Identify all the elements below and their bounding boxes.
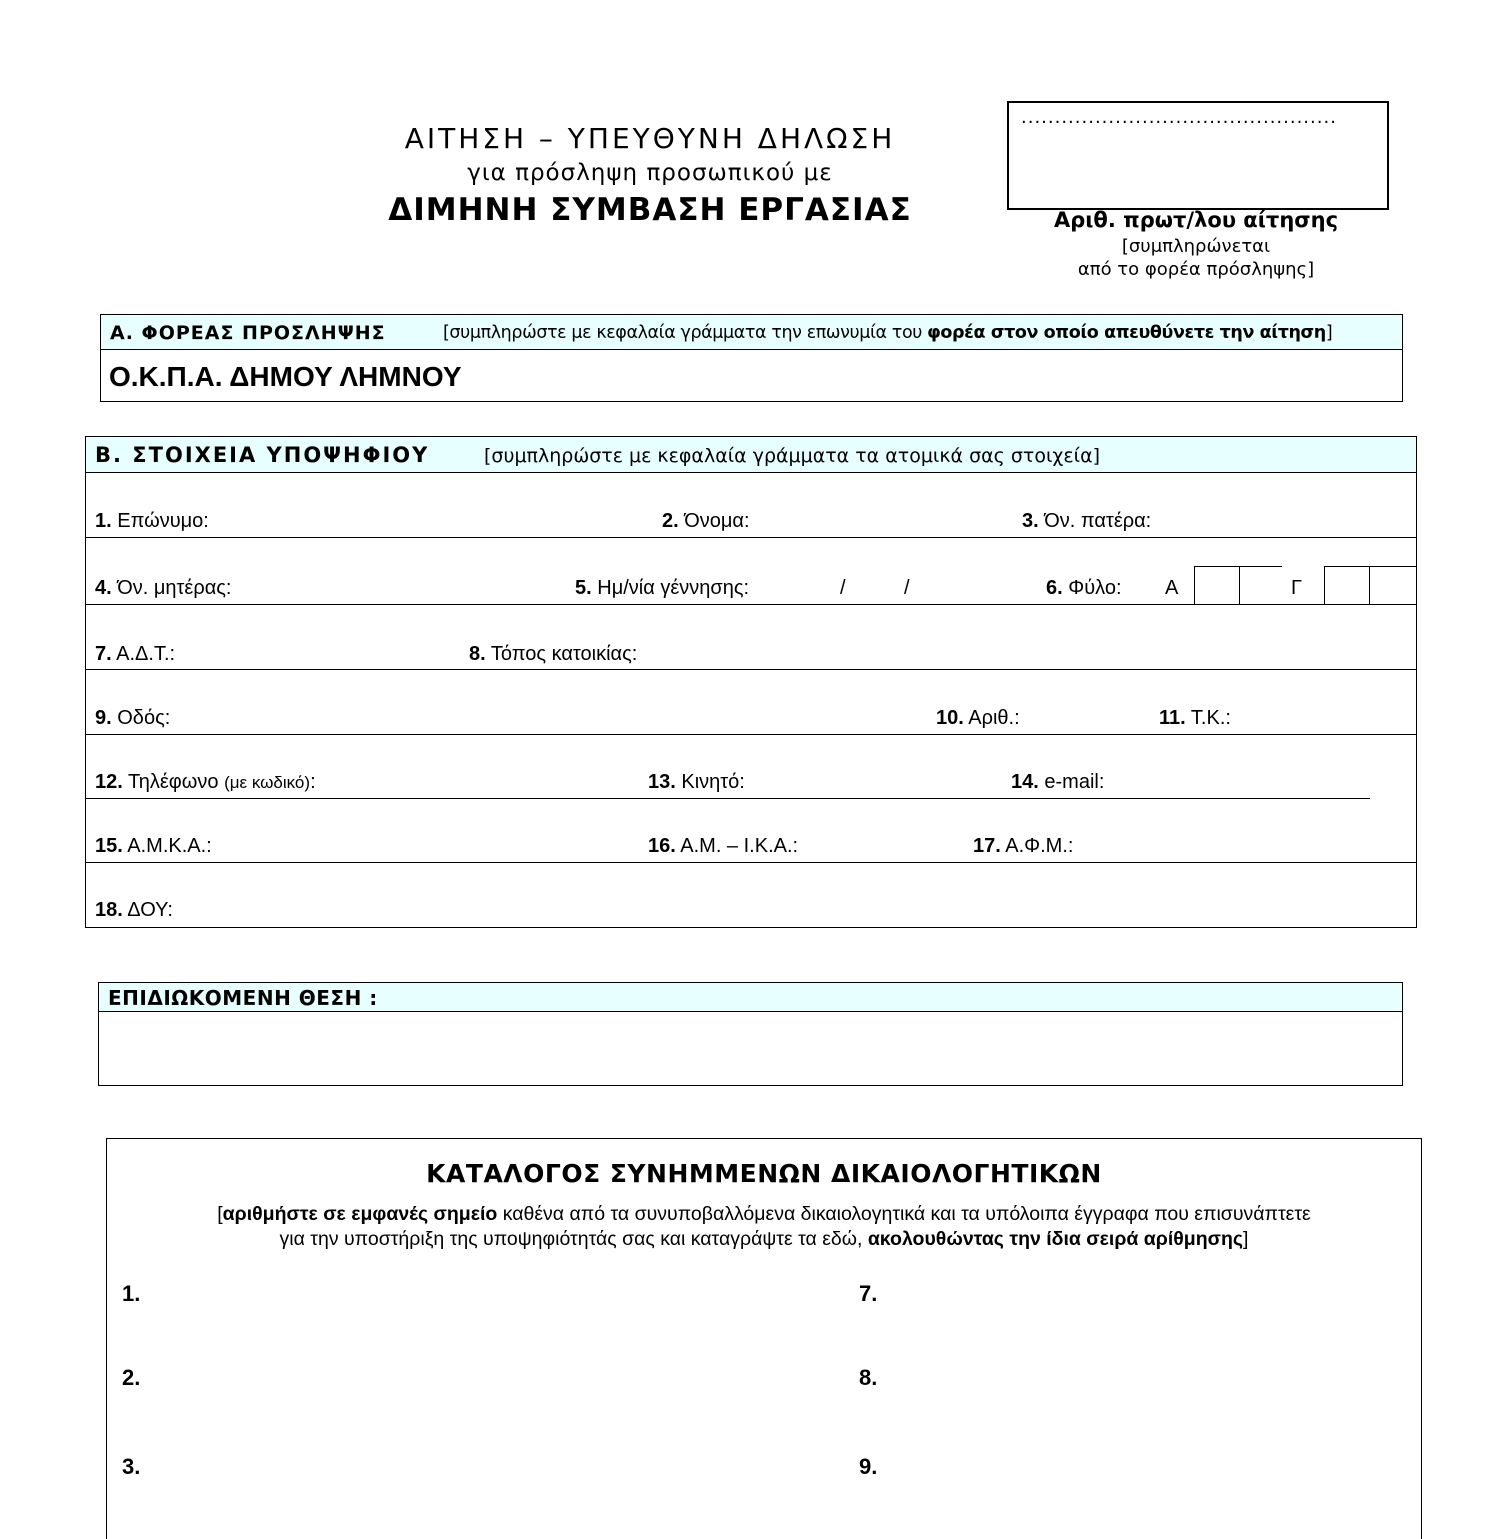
section-desired-position (98, 982, 1403, 1086)
field-phone[interactable]: 12. Τηλέφωνο (με κωδικό): (95, 771, 316, 793)
protocol-note-line1: [συμπληρώνεται (1121, 236, 1271, 257)
field-street[interactable]: 9. Οδός: (95, 707, 171, 729)
form-title-line1: ΑΙΤΗΣΗ – ΥΠΕΥΘΥΝΗ ΔΗΛΩΣΗ (404, 122, 896, 155)
section-b-title: Β. ΣΤΟΙΧΕΙΑ ΥΠΟΨΗΦΙΟΥ (95, 443, 430, 467)
section-a-instr-bold: φορέα στον οποίο απευθύνετε την αίτηση (927, 323, 1326, 343)
row-divider (86, 798, 1370, 799)
section-a-header (101, 315, 1402, 350)
sex-female-checkbox[interactable] (1324, 566, 1370, 605)
sex-male-label: Α (1165, 577, 1179, 599)
attachments-title: ΚΑΤΑΛΟΓΟΣ ΣΥΝΗΜΜΕΝΩΝ ΔΙΚΑΙΟΛΟΓΗΤΙΚΩΝ (426, 1159, 1102, 1188)
attachments-instructions-line1: [αριθμήστε σε εμφανές σημείο καθένα από τα συνυποβαλλόμενα δικαιολογητικά και τα υπόλοιπα έγγραφα που επισυνάπτετε (217, 1203, 1311, 1225)
attachment-item-2[interactable]: 2. (122, 1365, 141, 1390)
row-divider (86, 734, 1416, 735)
attachments-instructions-line2: για την υποστήριξη της υποψηφιότητάς σας και καταγράψτε τα εδώ, ακολουθώντας την ίδια σειρά αρίθμησης] (279, 1228, 1249, 1250)
protocol-number-label: Αριθ. πρωτ/λου αίτησης (1053, 208, 1339, 232)
sex-female-label: Γ (1291, 577, 1303, 599)
date-separator: / (904, 577, 910, 599)
field-father-name[interactable]: 3. Όν. πατέρα: (1022, 510, 1152, 532)
row-divider (86, 537, 1416, 538)
attachment-item-9[interactable]: 9. (859, 1454, 878, 1479)
protocol-number-box[interactable] (1007, 101, 1389, 210)
section-attachments (106, 1138, 1422, 1539)
field-ika[interactable]: 16. Α.Μ. – Ι.Κ.Α.: (648, 835, 799, 857)
section-a-instr-close: ] (1325, 323, 1333, 343)
field-email[interactable]: 14. e-mail: (1011, 771, 1105, 793)
form-title-line2: για πρόσληψη προσωπικού με (467, 160, 833, 186)
sex-box-top (1238, 566, 1282, 567)
field-afm[interactable]: 17. Α.Φ.Μ.: (973, 835, 1074, 857)
position-input-area[interactable] (99, 1012, 1402, 1084)
section-b-instructions: [συμπληρώστε με κεφαλαία γράμματα τα ατομικά σας στοιχεία] (484, 445, 1101, 467)
field-residence[interactable]: 8. Τόπος κατοικίας: (469, 643, 638, 665)
section-b-candidate (85, 436, 1417, 928)
section-b-header (86, 437, 1416, 473)
field-street-number[interactable]: 10. Αριθ.: (936, 707, 1020, 729)
attachment-item-1[interactable]: 1. (122, 1281, 141, 1306)
form-title-line3: ΔΙΜΗΝΗ ΣΥΜΒΑΣΗ ΕΡΓΑΣΙΑΣ (388, 192, 912, 228)
field-postal-code[interactable]: 11. Τ.Κ.: (1159, 707, 1231, 729)
protocol-number-dots: ............................................... (1021, 107, 1337, 128)
field-tax-office[interactable]: 18. ΔΟΥ: (95, 899, 173, 921)
field-amka[interactable]: 15. Α.Μ.Κ.Α.: (95, 835, 212, 857)
position-header (99, 983, 1402, 1012)
position-title: ΕΠΙΔΙΩΚΟΜΕΝΗ ΘΕΣΗ : (108, 986, 378, 1010)
date-separator: / (840, 577, 846, 599)
row-divider (86, 669, 1416, 670)
field-sex: 6. Φύλο: (1046, 577, 1122, 599)
section-a-instructions (443, 323, 1332, 343)
field-surname[interactable]: 1. Επώνυμο: (95, 510, 209, 532)
field-first-name[interactable]: 2. Όνομα: (662, 510, 750, 532)
employer-name-field[interactable]: Ο.Κ.Π.Α. ΔΗΜΟΥ ΛΗΜΝΟΥ (109, 361, 462, 392)
sex-female-box-extra (1369, 566, 1416, 605)
section-a-title: Α. ΦΟΡΕΑΣ ΠΡΟΣΛΗΨΗΣ (110, 322, 386, 344)
field-id-card[interactable]: 7. Α.Δ.Τ.: (95, 643, 176, 665)
section-a-employer (100, 314, 1403, 402)
field-mother-name[interactable]: 4. Όν. μητέρας: (95, 577, 232, 599)
attachment-item-8[interactable]: 8. (859, 1365, 878, 1390)
sex-male-checkbox[interactable] (1194, 566, 1240, 605)
field-birth-date[interactable]: 5. Ημ/νία γέννησης: (575, 577, 750, 599)
section-a-instr-open: [συμπληρώστε με κεφαλαία γράμματα την επωνυμία του (443, 323, 928, 343)
field-mobile[interactable]: 13. Κινητό: (648, 771, 745, 793)
attachment-item-7[interactable]: 7. (859, 1281, 878, 1306)
attachment-item-3[interactable]: 3. (122, 1454, 141, 1479)
protocol-note-line2: από το φορέα πρόσληψης] (1077, 259, 1315, 280)
row-divider (86, 862, 1416, 863)
